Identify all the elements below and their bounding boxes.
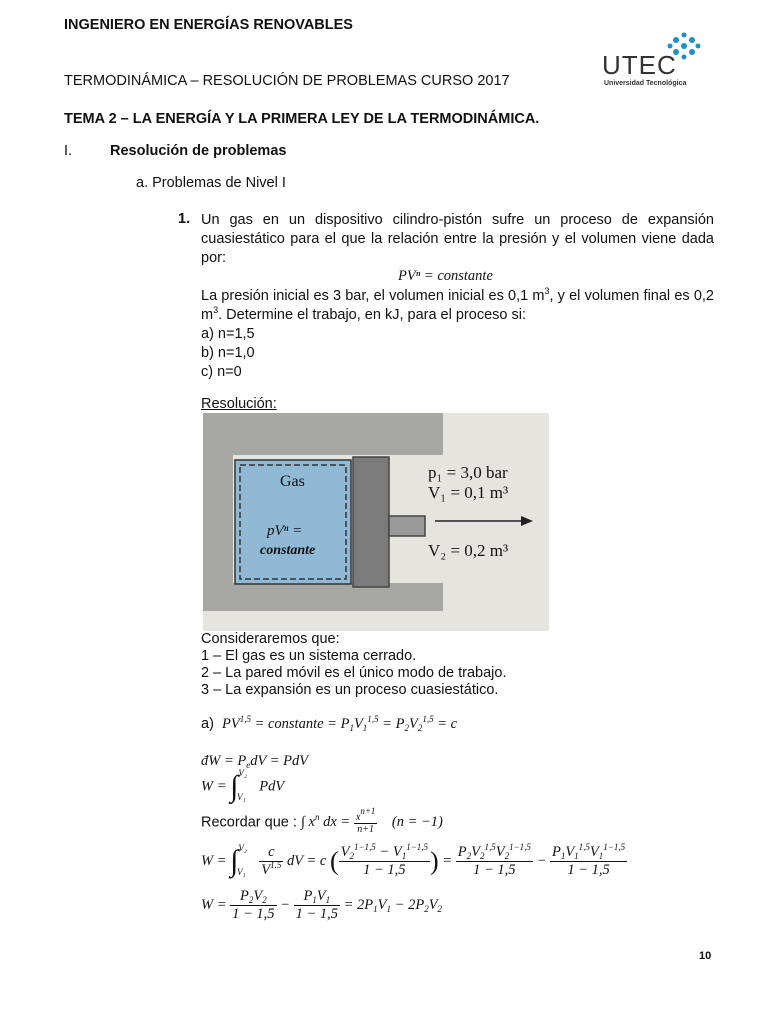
consideration-3: 3 – La expansión es un proceso cuasiestático. [201, 682, 499, 698]
piston-diagram [203, 413, 549, 631]
considerations-intro: Consideraremos que: [201, 631, 340, 647]
header-course: TERMODINÁMICA – RESOLUCIÓN DE PROBLEMAS CURSO 2017 [64, 73, 510, 89]
consideration-2: 2 – La pared móvil es el único modo de trabajo. [201, 665, 507, 681]
equation-a-label: a) [201, 716, 214, 732]
logo-text: UTEC [602, 50, 677, 80]
figure-v2-label: V₂ = 0,2 m³ [428, 541, 509, 560]
data-part-c: . Determine el trabajo, en kJ, para el proceso si: [218, 307, 526, 323]
equation-w-solution: W = ∫$^{V_2}_{V_1}$ $\frac{c}{V^{1.5}}$ dV = c ( $\frac{V_2^{1-1,5} - V_1^{1-1,5}}{1 - 1,5}$ ) = $\frac{P_2V_2^{1,5}V_2^{1-1,5}}{1 - 1,5}$ − $\frac{P_1V_1^{1,5}V_1^{1-1,5}}{1 - 1,5}$ [201, 842, 626, 878]
figure-law-label: pVⁿ = [267, 523, 303, 539]
option-a: a) n=1,5 [201, 326, 255, 342]
problem-data: La presión inicial es 3 bar, el volumen inicial es 0,1 $m^3$, y el volumen final es 0,2 $m^3$. Determine el trabajo, en kJ, para el proceso si: [201, 286, 714, 323]
figure-v1-label: V₁ = 0,1 m³ [428, 483, 509, 502]
figure-gas-label: Gas [280, 473, 305, 490]
section-number: I. [64, 143, 73, 159]
resolucion-heading: Resolución: [201, 396, 277, 412]
equation-w-integral: W = ∫$^{V_2}_{V_1}$ PdV [201, 768, 285, 803]
option-b: b) n=1,0 [201, 345, 255, 361]
option-c: c) n=0 [201, 364, 242, 380]
piston-cylinder-figure [203, 413, 549, 631]
pv-equation: PVⁿ = constante [398, 268, 493, 284]
logo-subtext: Universidad Tecnológica [604, 80, 687, 87]
section-title: Resolución de problemas [110, 143, 287, 159]
equation-recordar: Recordar que : ∫ $x^n$ dx = $\frac{x^{n+1}}{n+1}$ (n = −1) [201, 806, 443, 835]
equation-w-final: W = $\frac{P_2V_2}{1 - 1,5}$ − $\frac{P_1V_1}{1 - 1,5}$ = $2P_1V_1 - 2P_2V_2$ [201, 888, 443, 922]
consideration-1: 1 – El gas es un sistema cerrado. [201, 648, 417, 664]
subsection-title: a. Problemas de Nivel I [136, 175, 286, 191]
equation-a: a) PV$^{1,5}$ = constante = $P_1V_1^{1,5} = P_2V_2^{1,5} = c$ [201, 714, 458, 733]
equation-dw: đW = $P_edV$ = PdV [201, 753, 309, 770]
figure-law-label2: constante [260, 543, 316, 558]
problem-number: 1. [178, 211, 191, 227]
page-number: 10 [699, 950, 712, 962]
problem-statement: Un gas en un dispositivo cilindro-pistón sufre un proceso de expansión cuasiestático para el que la relación entre la presión y el volumen viene dada por: [201, 212, 714, 266]
header-title: INGENIERO EN ENERGÍAS RENOVABLES [64, 17, 353, 33]
data-part-b: , y el volumen final es 0,2 m [201, 288, 714, 323]
tema-title: TEMA 2 – LA ENERGÍA Y LA PRIMERA LEY DE LA TERMODINÁMICA. [64, 111, 540, 127]
figure-p1-label: p₁ = 3,0 bar [428, 463, 508, 482]
recordar-label: Recordar que : [201, 814, 297, 831]
data-part-a: La presión inicial es 3 bar, el volumen inicial es 0,1 m [201, 288, 545, 304]
utec-logo [602, 32, 722, 92]
